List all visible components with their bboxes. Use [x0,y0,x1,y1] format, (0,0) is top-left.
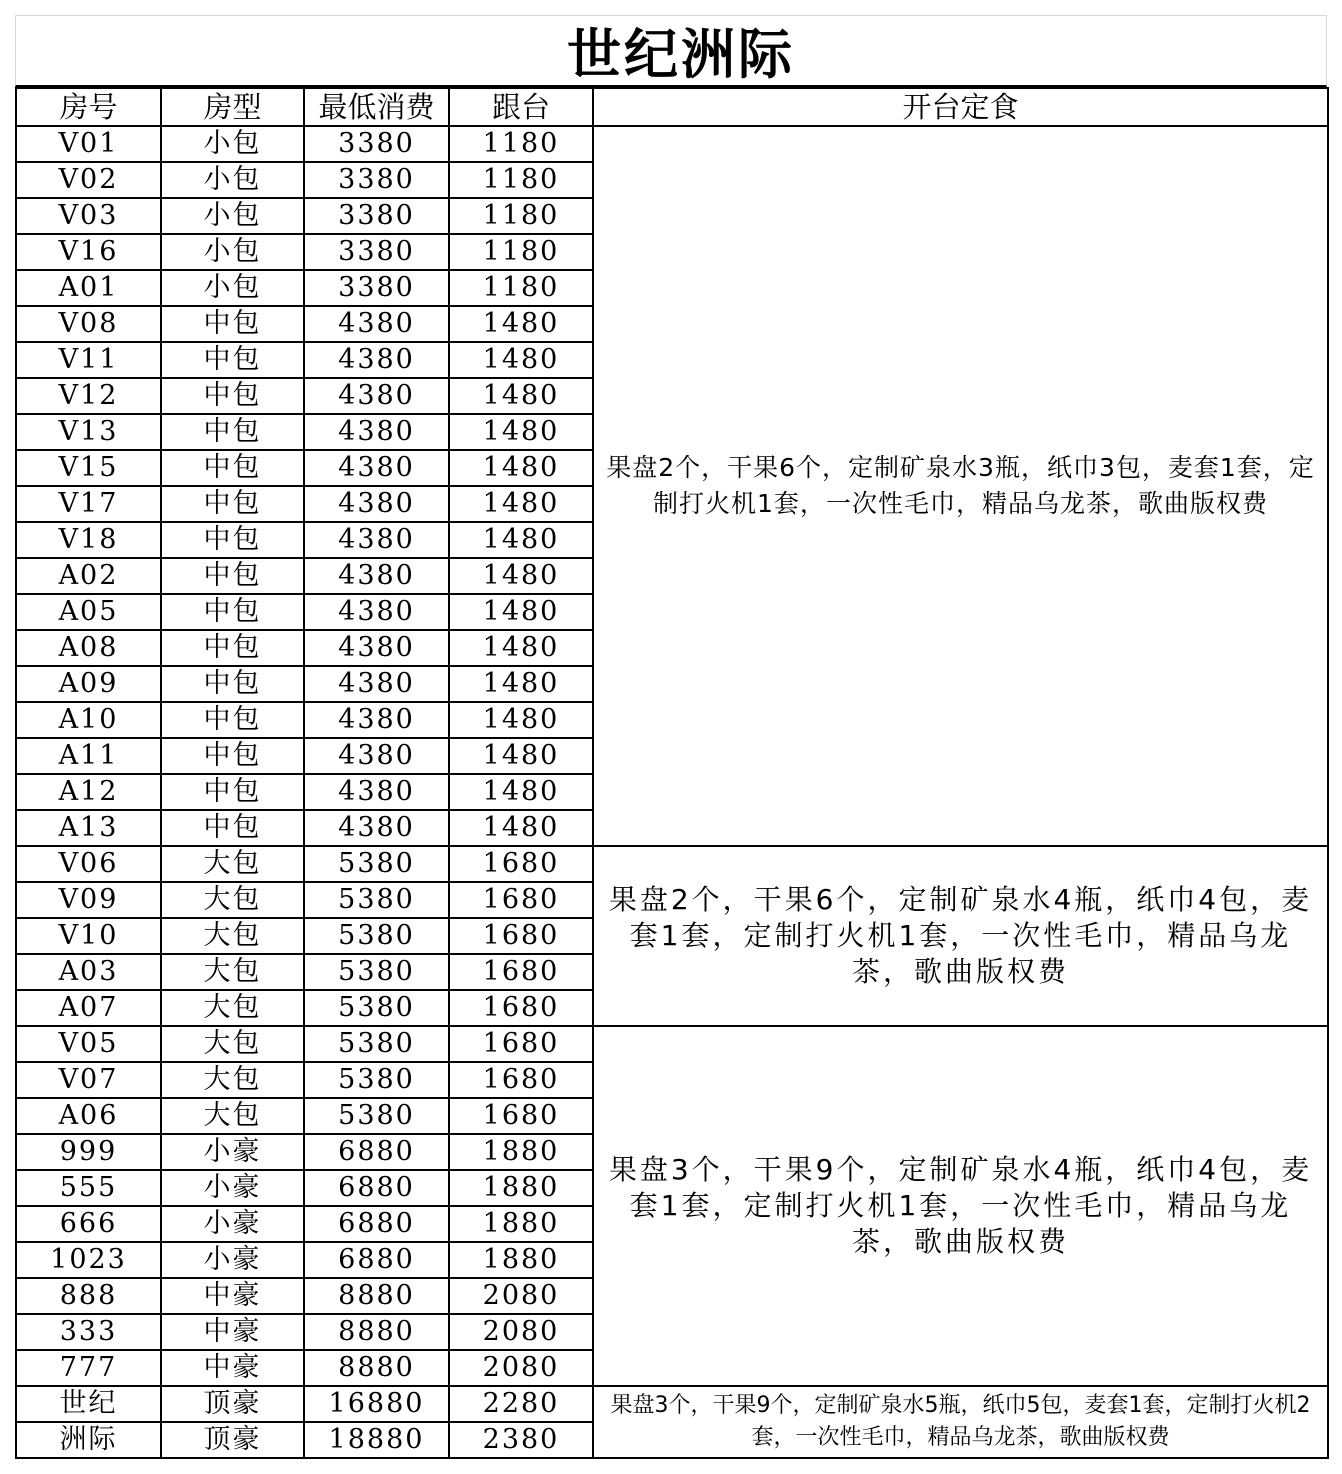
room-type-cell: 小豪 [161,1242,304,1278]
room-type-cell: 中包 [161,450,304,486]
room-type-cell: 小包 [161,198,304,234]
room-number-cell: A08 [16,630,161,666]
room-number-cell: A07 [16,990,161,1026]
min-spend-cell: 4380 [304,414,449,450]
min-spend-cell: 4380 [304,666,449,702]
room-type-cell: 中包 [161,486,304,522]
room-number-cell: 777 [16,1350,161,1386]
room-number-cell: 888 [16,1278,161,1314]
table-fee-cell: 1180 [449,198,593,234]
room-number-cell: A09 [16,666,161,702]
table-fee-cell: 1480 [449,666,593,702]
min-spend-cell: 4380 [304,738,449,774]
table-fee-cell: 1680 [449,918,593,954]
room-number-cell: V12 [16,378,161,414]
room-number-cell: V05 [16,1026,161,1062]
min-spend-cell: 4380 [304,810,449,846]
min-spend-cell: 4380 [304,630,449,666]
room-number-cell: 1023 [16,1242,161,1278]
room-number-cell: 洲际 [16,1422,161,1458]
header-type: 房型 [161,88,304,126]
min-spend-cell: 6880 [304,1170,449,1206]
table-fee-cell: 1880 [449,1134,593,1170]
header-min-spend: 最低消费 [304,88,449,126]
header-table-fee: 跟台 [449,88,593,126]
table-row [16,846,1328,882]
min-spend-cell: 3380 [304,270,449,306]
room-number-cell: A03 [16,954,161,990]
room-number-cell: A05 [16,594,161,630]
min-spend-cell: 3380 [304,234,449,270]
room-type-cell: 大包 [161,918,304,954]
table-fee-cell: 1680 [449,1062,593,1098]
room-number-cell: V08 [16,306,161,342]
room-price-table [15,87,1329,1459]
room-type-cell: 中包 [161,558,304,594]
table-fee-cell: 1680 [449,882,593,918]
room-type-cell: 小包 [161,234,304,270]
min-spend-cell: 4380 [304,594,449,630]
room-number-cell: V01 [16,126,161,162]
room-number-cell: V13 [16,414,161,450]
room-number-cell: V09 [16,882,161,918]
room-number-cell: A02 [16,558,161,594]
min-spend-cell: 5380 [304,1062,449,1098]
table-fee-cell: 1180 [449,162,593,198]
table-fee-cell: 1180 [449,126,593,162]
min-spend-cell: 4380 [304,702,449,738]
room-type-cell: 中包 [161,306,304,342]
min-spend-cell: 8880 [304,1314,449,1350]
table-row [16,1026,1328,1062]
table-row [16,1386,1328,1422]
room-type-cell: 中包 [161,378,304,414]
min-spend-cell: 6880 [304,1242,449,1278]
table-fee-cell: 2080 [449,1350,593,1386]
room-number-cell: A12 [16,774,161,810]
package-contents-cell: 果盘2个，干果6个，定制矿泉水4瓶，纸巾4包，麦套1套，定制打火机1套，一次性毛巾，精品乌龙茶，歌曲版权费 [593,846,1328,1026]
min-spend-cell: 4380 [304,774,449,810]
table-fee-cell: 1180 [449,234,593,270]
table-fee-cell: 1680 [449,1098,593,1134]
table-fee-cell: 1480 [449,594,593,630]
package-contents-cell: 果盘3个，干果9个，定制矿泉水5瓶，纸巾5包，麦套1套，定制打火机2套，一次性毛巾，精品乌龙茶，歌曲版权费 [593,1386,1328,1458]
room-number-cell: V10 [16,918,161,954]
room-number-cell: V03 [16,198,161,234]
min-spend-cell: 4380 [304,522,449,558]
table-fee-cell: 1480 [449,702,593,738]
room-number-cell: 世纪 [16,1386,161,1422]
min-spend-cell: 5380 [304,882,449,918]
table-body [16,126,1328,1458]
min-spend-cell: 5380 [304,990,449,1026]
room-number-cell: A06 [16,1098,161,1134]
table-fee-cell: 1480 [449,774,593,810]
room-type-cell: 大包 [161,1026,304,1062]
min-spend-cell: 6880 [304,1206,449,1242]
table-fee-cell: 1480 [449,378,593,414]
min-spend-cell: 8880 [304,1278,449,1314]
room-number-cell: A13 [16,810,161,846]
table-fee-cell: 1480 [449,558,593,594]
room-number-cell: V11 [16,342,161,378]
room-type-cell: 大包 [161,882,304,918]
room-number-cell: A01 [16,270,161,306]
min-spend-cell: 4380 [304,450,449,486]
room-type-cell: 中包 [161,414,304,450]
table-fee-cell: 2080 [449,1278,593,1314]
room-number-cell: A10 [16,702,161,738]
min-spend-cell: 5380 [304,954,449,990]
min-spend-cell: 5380 [304,1026,449,1062]
room-type-cell: 中包 [161,342,304,378]
room-type-cell: 中豪 [161,1314,304,1350]
table-fee-cell: 1480 [449,414,593,450]
room-type-cell: 大包 [161,954,304,990]
room-type-cell: 小豪 [161,1170,304,1206]
min-spend-cell: 8880 [304,1350,449,1386]
room-type-cell: 中包 [161,666,304,702]
table-fee-cell: 1680 [449,954,593,990]
min-spend-cell: 4380 [304,558,449,594]
sheet-title: 世纪洲际 [567,23,795,86]
table-fee-cell: 2280 [449,1386,593,1422]
room-number-cell: V07 [16,1062,161,1098]
min-spend-cell: 6880 [304,1134,449,1170]
table-fee-cell: 1880 [449,1170,593,1206]
room-type-cell: 中包 [161,630,304,666]
room-type-cell: 大包 [161,846,304,882]
min-spend-cell: 18880 [304,1422,449,1458]
table-fee-cell: 1480 [449,522,593,558]
room-type-cell: 小豪 [161,1206,304,1242]
package-contents-cell: 果盘2个，干果6个，定制矿泉水3瓶，纸巾3包，麦套1套，定制打火机1套，一次性毛巾，精品乌龙茶，歌曲版权费 [593,126,1328,846]
table-fee-cell: 1480 [449,450,593,486]
min-spend-cell: 5380 [304,918,449,954]
min-spend-cell: 4380 [304,342,449,378]
room-number-cell: V15 [16,450,161,486]
min-spend-cell: 3380 [304,198,449,234]
room-type-cell: 顶豪 [161,1422,304,1458]
room-number-cell: V16 [16,234,161,270]
room-type-cell: 大包 [161,1098,304,1134]
room-type-cell: 中包 [161,774,304,810]
room-number-cell: 555 [16,1170,161,1206]
table-fee-cell: 1680 [449,990,593,1026]
header-package: 开台定食 [593,88,1328,126]
min-spend-cell: 5380 [304,846,449,882]
room-type-cell: 大包 [161,990,304,1026]
room-type-cell: 小包 [161,126,304,162]
room-type-cell: 小包 [161,270,304,306]
min-spend-cell: 4380 [304,486,449,522]
table-fee-cell: 1480 [449,738,593,774]
header-row [16,88,1328,126]
title-bar [15,15,1327,87]
table-fee-cell: 1480 [449,810,593,846]
min-spend-cell: 16880 [304,1386,449,1422]
room-number-cell: V18 [16,522,161,558]
room-type-cell: 中包 [161,702,304,738]
room-type-cell: 小豪 [161,1134,304,1170]
room-type-cell: 大包 [161,1062,304,1098]
room-type-cell: 中豪 [161,1350,304,1386]
table-fee-cell: 1480 [449,630,593,666]
table-fee-cell: 2080 [449,1314,593,1350]
room-number-cell: V17 [16,486,161,522]
room-number-cell: 999 [16,1134,161,1170]
room-number-cell: V06 [16,846,161,882]
min-spend-cell: 3380 [304,126,449,162]
room-type-cell: 中豪 [161,1278,304,1314]
table-fee-cell: 1680 [449,846,593,882]
room-number-cell: V02 [16,162,161,198]
table-fee-cell: 1880 [449,1206,593,1242]
min-spend-cell: 4380 [304,378,449,414]
min-spend-cell: 5380 [304,1098,449,1134]
package-contents-cell: 果盘3个，干果9个，定制矿泉水4瓶，纸巾4包，麦套1套，定制打火机1套，一次性毛巾，精品乌龙茶，歌曲版权费 [593,1026,1328,1386]
table-fee-cell: 1880 [449,1242,593,1278]
room-type-cell: 中包 [161,594,304,630]
price-sheet [15,15,1327,1459]
table-fee-cell: 1480 [449,486,593,522]
room-type-cell: 中包 [161,522,304,558]
table-row [16,126,1328,162]
room-type-cell: 中包 [161,738,304,774]
table-fee-cell: 1480 [449,306,593,342]
table-fee-cell: 1180 [449,270,593,306]
room-type-cell: 中包 [161,810,304,846]
room-type-cell: 小包 [161,162,304,198]
room-number-cell: 666 [16,1206,161,1242]
table-fee-cell: 1480 [449,342,593,378]
table-fee-cell: 1680 [449,1026,593,1062]
room-number-cell: 333 [16,1314,161,1350]
room-number-cell: A11 [16,738,161,774]
min-spend-cell: 3380 [304,162,449,198]
room-type-cell: 顶豪 [161,1386,304,1422]
table-fee-cell: 2380 [449,1422,593,1458]
min-spend-cell: 4380 [304,306,449,342]
header-room: 房号 [16,88,161,126]
